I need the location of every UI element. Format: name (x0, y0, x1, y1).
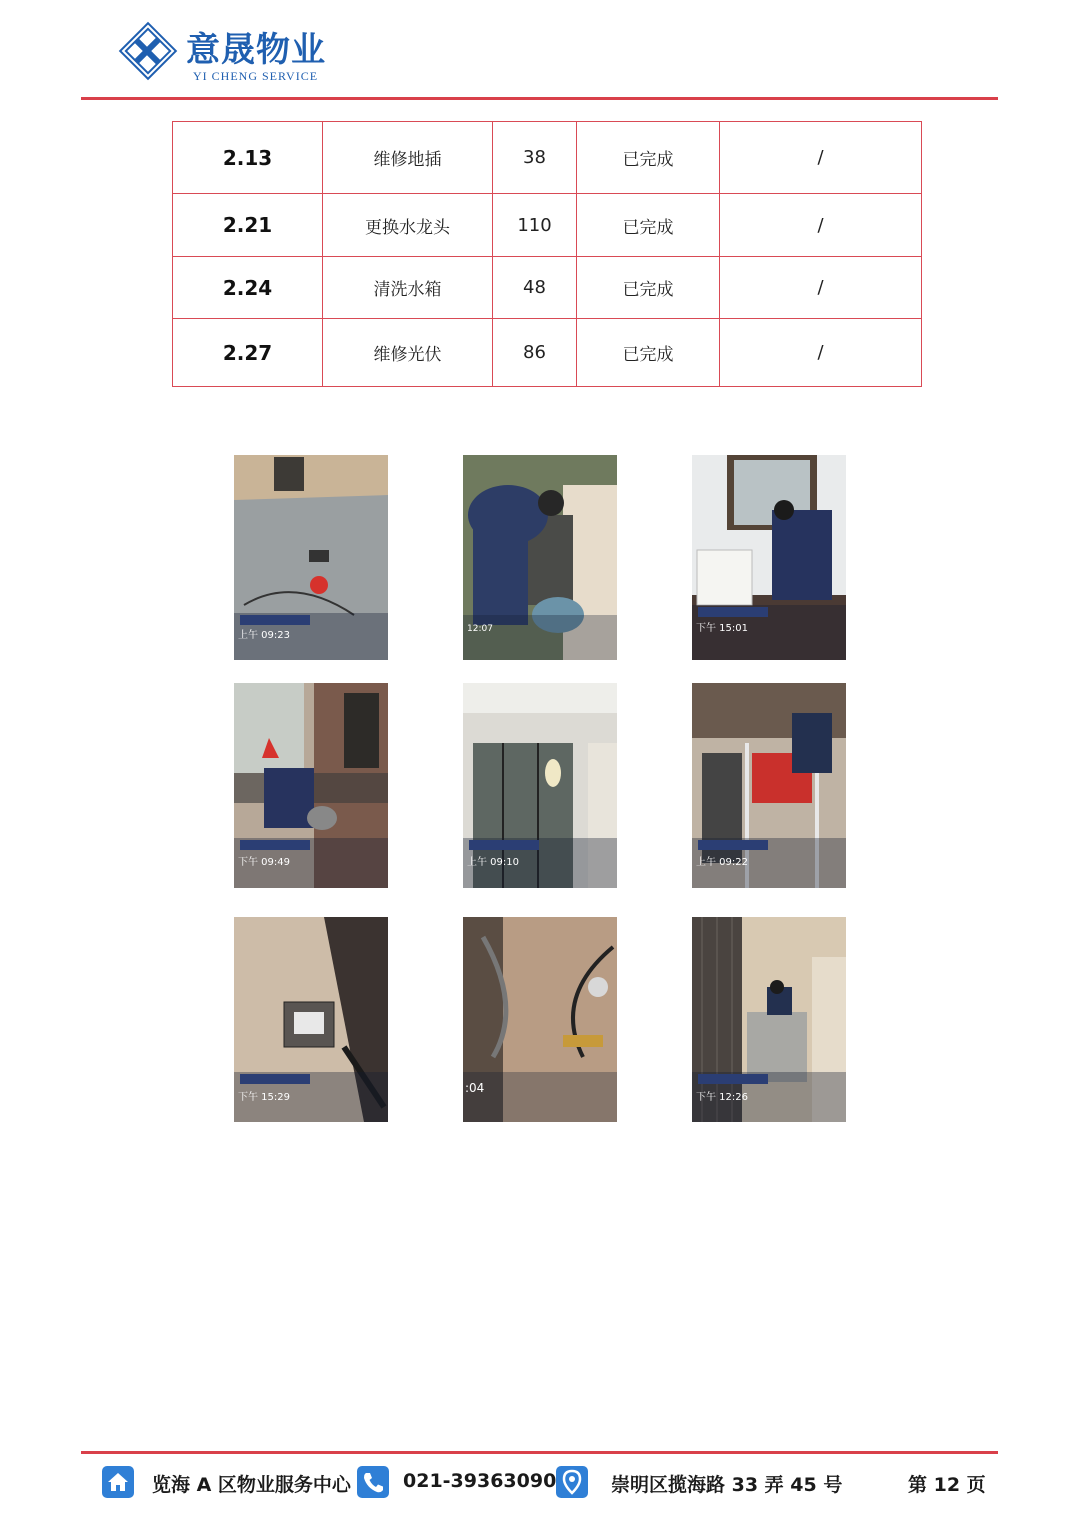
work-photo (692, 683, 846, 888)
brand-name-en: YI CHENG SERVICE (193, 69, 319, 83)
table-row (173, 319, 922, 387)
footer-divider (81, 1451, 998, 1454)
phone-icon (357, 1466, 389, 1498)
table-row (173, 194, 922, 257)
work-photo (234, 683, 388, 888)
contact-phone: 021-39363090 (403, 1470, 557, 1492)
amount-cell: 38 (493, 122, 577, 194)
date-cell: 2.24 (173, 257, 323, 319)
note-cell: / (720, 122, 922, 194)
status-cell: 已完成 (577, 319, 720, 387)
photo-timestamp: 下午 12:26 (696, 1092, 748, 1103)
service-center-name: 览海 A 区物业服务中心 (152, 1474, 351, 1496)
address: 崇明区揽海路 33 弄 45 号 (611, 1474, 843, 1496)
home-icon (102, 1466, 134, 1498)
table-row (173, 257, 922, 319)
item-cell: 更换水龙头 (323, 194, 493, 257)
page-number: 第 12 页 (908, 1474, 986, 1496)
photo-timestamp: 12:07 (467, 624, 493, 634)
item-cell: 清洗水箱 (323, 257, 493, 319)
photo-timestamp: :04 (465, 1081, 485, 1095)
work-photo (692, 455, 846, 660)
photo-timestamp: 上午 09:10 (467, 857, 519, 868)
header-divider (81, 97, 998, 100)
item-cell: 维修地插 (323, 122, 493, 194)
note-cell: / (720, 319, 922, 387)
photo-timestamp: 上午 09:22 (696, 857, 748, 868)
work-photo (234, 917, 388, 1122)
repair-table (172, 121, 922, 387)
photo-timestamp: 下午 09:49 (238, 857, 290, 868)
work-photo (692, 917, 846, 1122)
knot-logo-icon (115, 20, 181, 86)
brand-name-cn: 意晟物业 (186, 30, 326, 70)
company-logo (115, 20, 181, 86)
note-cell: / (720, 194, 922, 257)
location-pin-icon (556, 1466, 588, 1498)
status-cell: 已完成 (577, 194, 720, 257)
photo-timestamp: 下午 15:01 (696, 623, 748, 634)
amount-cell: 110 (493, 194, 577, 257)
date-cell: 2.27 (173, 319, 323, 387)
note-cell: / (720, 257, 922, 319)
photo-timestamp: 下午 15:29 (238, 1092, 290, 1103)
item-cell: 维修光伏 (323, 319, 493, 387)
amount-cell: 48 (493, 257, 577, 319)
work-photo (463, 683, 617, 888)
work-photo (234, 455, 388, 660)
date-cell: 2.21 (173, 194, 323, 257)
photo-timestamp: 上午 09:23 (238, 630, 290, 641)
work-photo (463, 917, 617, 1122)
status-cell: 已完成 (577, 257, 720, 319)
table-row (173, 122, 922, 194)
status-cell: 已完成 (577, 122, 720, 194)
work-photo (463, 455, 617, 660)
amount-cell: 86 (493, 319, 577, 387)
date-cell: 2.13 (173, 122, 323, 194)
